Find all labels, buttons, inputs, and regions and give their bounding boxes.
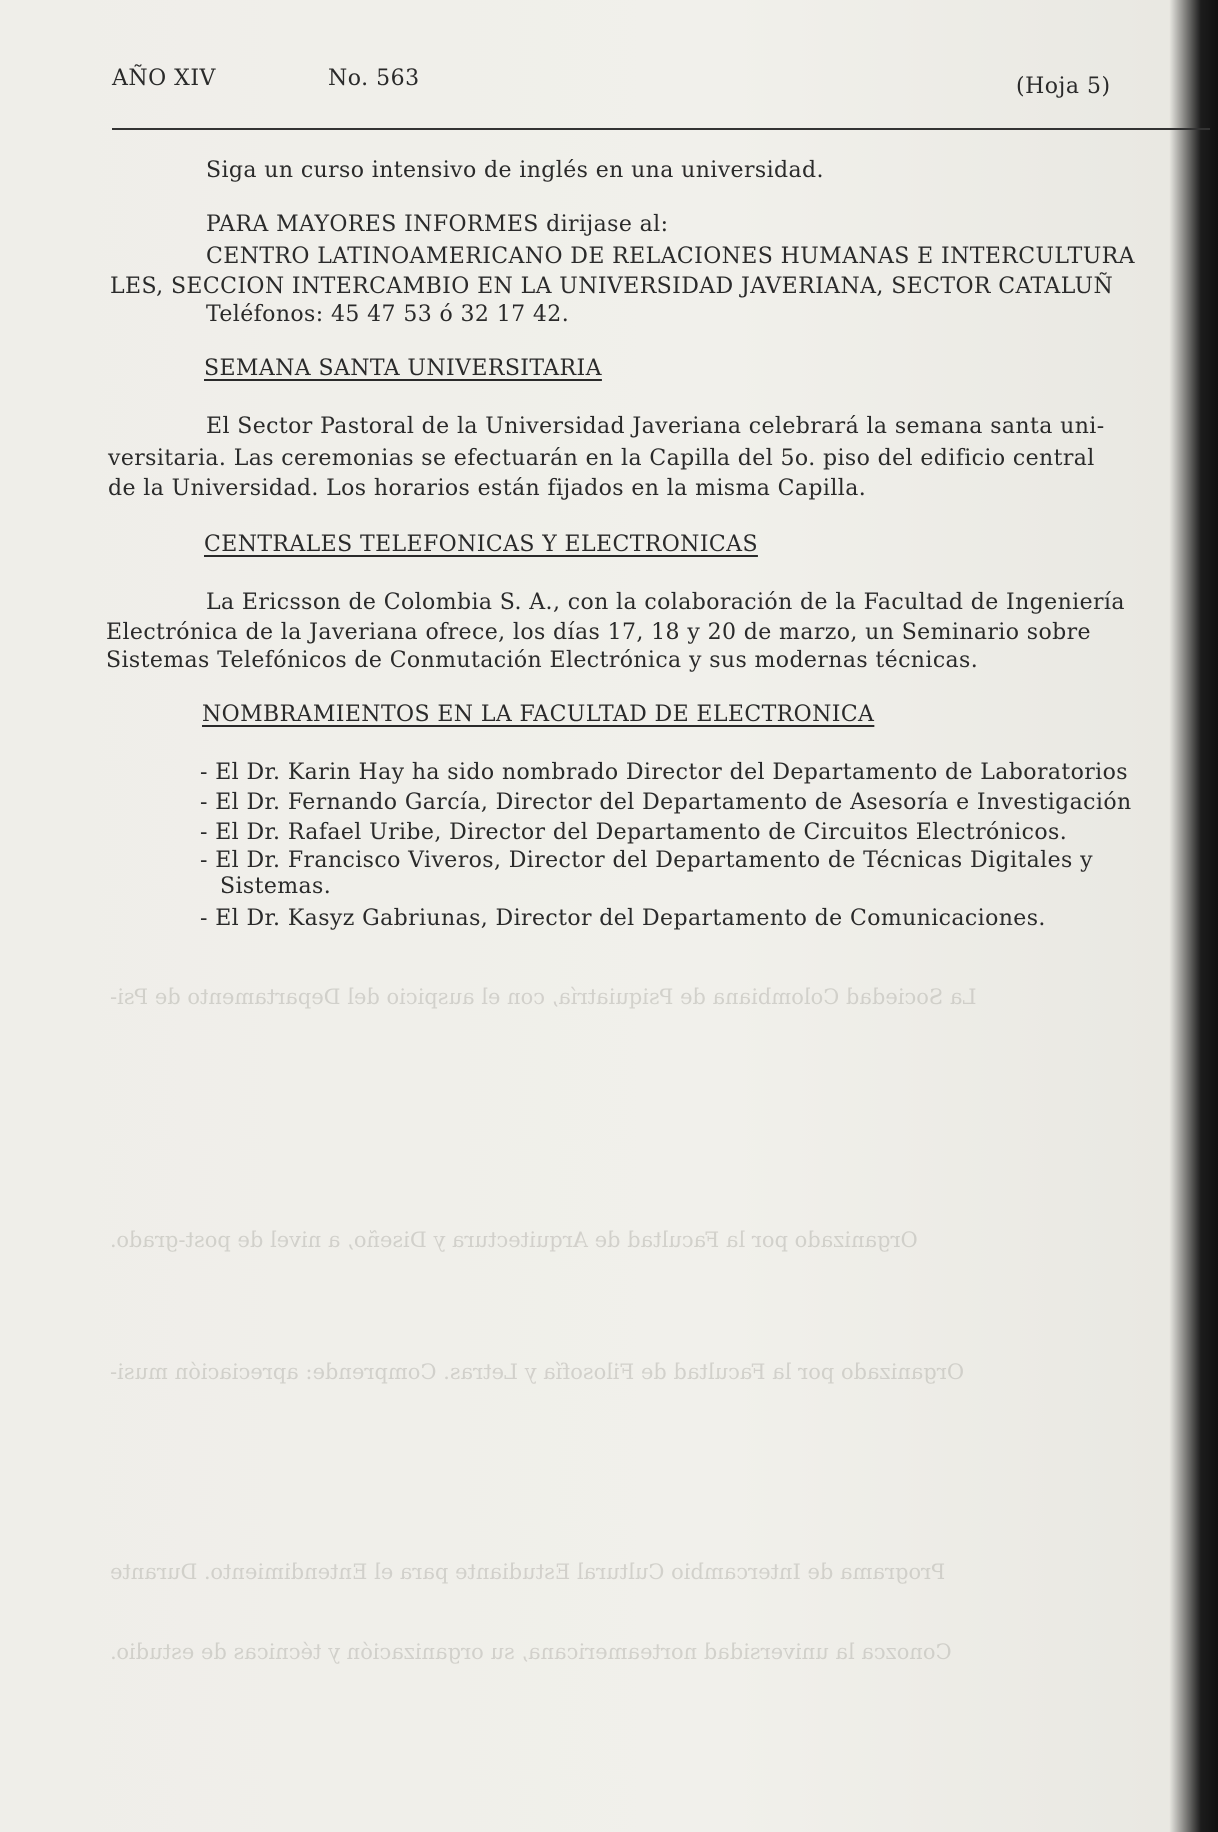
- appointment-item: - El Dr. Francisco Viveros, Director del Departamento de Técnicas Digitales y: [200, 848, 1093, 873]
- bleed-through-text: Organizado por la Facultad de Arquitectura y Diseño, a nivel de post-grado.: [110, 1228, 918, 1252]
- section-title-semana-santa: SEMANA SANTA UNIVERSITARIA: [204, 356, 602, 381]
- course-line: Siga un curso intensivo de inglés en una universidad.: [206, 158, 824, 183]
- appointment-item: - El Dr. Karin Hay ha sido nombrado Director del Departamento de Laboratorios: [200, 760, 1128, 785]
- sheet-number: (Hoja 5): [1016, 74, 1111, 99]
- issue-year: AÑO XIV: [112, 66, 216, 91]
- section-title-nombramientos: NOMBRAMIENTOS EN LA FACULTAD DE ELECTRONICA: [202, 702, 875, 727]
- center-line-2: LES, SECCION INTERCAMBIO EN LA UNIVERSIDAD JAVERIANA, SECTOR CATALUÑ: [110, 274, 1114, 299]
- paragraph-line: La Ericsson de Colombia S. A., con la colaboración de la Facultad de Ingeniería: [206, 590, 1125, 615]
- paragraph-line: Electrónica de la Javeriana ofrece, los días 17, 18 y 20 de marzo, un Seminario sobre: [106, 620, 1091, 645]
- section-title-centrales: CENTRALES TELEFONICAS Y ELECTRONICAS: [204, 532, 758, 557]
- header-rule: [112, 128, 1210, 130]
- bleed-through-text: Organizado por la Facultad de Filosofía y Letras. Comprende: apreciación musi-: [110, 1360, 965, 1384]
- paragraph-line: versitaria. Las ceremonias se efectuarán en la Capilla del 5o. piso del edificio central: [108, 446, 1095, 471]
- appointment-item: - El Dr. Fernando García, Director del Departamento de Asesoría e Investigación: [200, 790, 1132, 815]
- bleed-through-text: La Sociedad Colombiana de Psiquiatría, con el auspicio del Departamento de Psi-: [110, 985, 977, 1009]
- paragraph-line: de la Universidad. Los horarios están fijados en la misma Capilla.: [108, 476, 867, 501]
- appointment-item: - El Dr. Kasyz Gabriunas, Director del Departamento de Comunicaciones.: [200, 906, 1046, 931]
- paragraph-line: El Sector Pastoral de la Universidad Javeriana celebrará la semana santa uni-: [206, 414, 1105, 439]
- info-label: PARA MAYORES INFORMES dirijase al:: [206, 212, 669, 237]
- paragraph-line: Sistemas Telefónicos de Conmutación Electrónica y sus modernas técnicas.: [106, 648, 979, 673]
- center-line-1: CENTRO LATINOAMERICANO DE RELACIONES HUMANAS E INTERCULTURA: [206, 244, 1135, 269]
- appointment-item: - El Dr. Rafael Uribe, Director del Departamento de Circuitos Electrónicos.: [200, 820, 1068, 845]
- bleed-through-text: Programa de Intercambio Cultural Estudiante para el Entendimiento. Durante: [110, 1560, 946, 1584]
- bleed-through-text: Conozca la universidad norteamericana, su organización y técnicas de estudio.: [110, 1640, 952, 1664]
- phones: Teléfonos: 45 47 53 ó 32 17 42.: [206, 302, 570, 327]
- issue-number: No. 563: [328, 66, 420, 91]
- appointment-item-continuation: Sistemas.: [220, 874, 332, 899]
